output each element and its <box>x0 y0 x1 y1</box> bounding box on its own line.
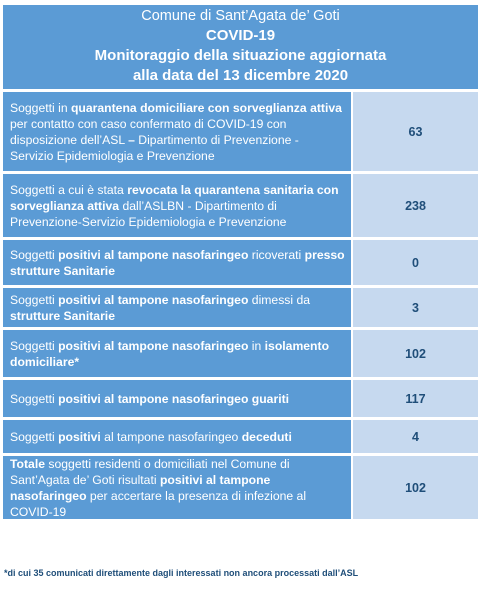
row-value: 102 <box>352 328 479 378</box>
table-body <box>2 90 479 520</box>
row-description <box>2 90 352 172</box>
description-segment: Soggetti a cui è stata <box>10 182 128 197</box>
description-segment: dimessi da <box>248 292 311 307</box>
description-segment: positivi al tampone nasofaringeo guariti <box>58 391 290 406</box>
description-segment: isolamento domiciliare* <box>10 338 330 369</box>
description-segment: al tampone nasofaringeo <box>100 429 242 444</box>
description-segment: per contatto con caso confermato di COVID-19 con disposizione dell’ASL <box>10 116 287 147</box>
row-description <box>2 418 352 454</box>
row-value: 102 <box>352 454 479 520</box>
table-row <box>2 378 479 418</box>
table-header <box>2 4 479 90</box>
covid-table <box>2 4 479 520</box>
row-value: 3 <box>352 286 479 328</box>
table-row <box>2 454 479 520</box>
description-segment: positivi al tampone nasofaringeo <box>58 292 249 307</box>
monitoring-title: Monitoraggio della situazione aggiornata <box>94 47 387 64</box>
description-segment: soggetti residenti o domiciliati nel Comune di Sant’Agata de’ Goti risultati <box>10 456 290 487</box>
description-segment: Soggetti in <box>10 100 71 115</box>
municipality-title: Comune di Sant’Agata de’ Goti <box>141 8 340 24</box>
description-segment: revocata la quarantena sanitaria con sorveglianza attiva <box>10 182 339 213</box>
description-segment: Soggetti <box>10 292 59 307</box>
description-segment: positivi <box>58 429 101 444</box>
description-segment: presso strutture Sanitarie <box>10 247 345 278</box>
description-segment: per accertare la presenza di infezione al COVID-19 <box>10 488 307 519</box>
update-date: alla data del 13 dicembre 2020 <box>132 67 349 84</box>
description-segment: dall’ASLBN - Dipartimento di Prevenzione-Servizio Epidemiologia e Prevenzione <box>10 198 287 229</box>
description-segment: – <box>128 132 135 147</box>
description-segment: positivi al tampone nasofaringeo <box>58 338 249 353</box>
description-segment: positivi al tampone nasofaringeo <box>10 472 271 503</box>
description-segment: deceduti <box>241 429 292 444</box>
table-row <box>2 286 479 328</box>
row-value: 238 <box>352 172 479 238</box>
description-segment: ricoverati <box>248 247 305 262</box>
description-segment: Totale <box>10 456 45 471</box>
description-segment: positivi al tampone nasofaringeo <box>58 247 249 262</box>
table-row <box>2 90 479 172</box>
row-description <box>2 238 352 286</box>
row-description <box>2 286 352 328</box>
table-row <box>2 238 479 286</box>
description-segment: strutture Sanitarie <box>10 308 115 323</box>
row-value: 0 <box>352 238 479 286</box>
description-segment: in <box>248 338 265 353</box>
table-row <box>2 328 479 378</box>
row-description <box>2 172 352 238</box>
description-segment: Dipartimento di Prevenzione - Servizio Epidemiologia e Prevenzione <box>10 132 299 163</box>
description-segment: Soggetti <box>10 338 59 353</box>
row-value: 117 <box>352 378 479 418</box>
description-segment: Soggetti <box>10 391 59 406</box>
row-description <box>2 328 352 378</box>
footnote: *di cui 35 comunicati direttamente dagli interessati non ancora processati dall’ASL <box>4 568 359 578</box>
row-value: 4 <box>352 418 479 454</box>
row-value: 63 <box>352 90 479 172</box>
description-segment: quarantena domiciliare con sorveglianza attiva <box>70 100 342 115</box>
table-row <box>2 418 479 454</box>
row-description <box>2 378 352 418</box>
description-segment: Soggetti <box>10 247 59 262</box>
covid-title: COVID-19 <box>205 27 276 44</box>
table-row <box>2 172 479 238</box>
row-description <box>2 454 352 520</box>
description-segment: Soggetti <box>10 429 59 444</box>
